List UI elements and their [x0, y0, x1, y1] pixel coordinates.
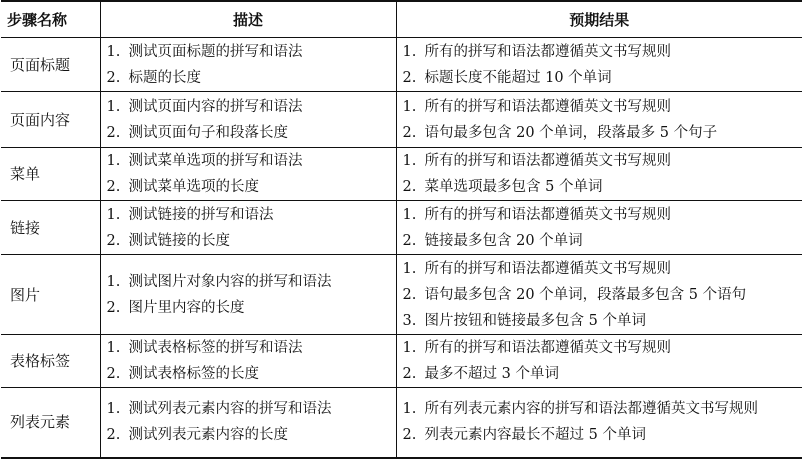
list-item [403, 148, 801, 174]
list-item [403, 120, 801, 146]
item-number: 1. [402, 260, 417, 277]
item-text: 测试链接的长度 [128, 232, 230, 249]
table-row [1, 201, 802, 255]
list-item [403, 396, 801, 422]
item-text: 测试菜单选项的长度 [128, 179, 259, 195]
item-number: 1. [402, 43, 417, 60]
item-text: 测试表格标签的长度 [128, 366, 259, 382]
item-number: 2. [106, 179, 121, 195]
item-text: 所有列表元素内容的拼写和语法都遵循英文书写规则 [424, 401, 758, 418]
item-number: 2. [402, 366, 417, 382]
list-item [107, 202, 394, 228]
item-number: 2. [402, 232, 417, 249]
step-name-cell: 页面标题 [1, 38, 100, 92]
item-text: 标题长度不能超过 10 个单词 [424, 69, 612, 86]
list-item [403, 174, 801, 200]
item-text: 所有的拼写和语法都遵循英文书写规则 [424, 340, 671, 356]
item-text: 所有的拼写和语法都遵循英文书写规则 [424, 98, 671, 115]
table-row [1, 38, 802, 92]
item-text: 测试菜单选项的拼写和语法 [128, 153, 303, 169]
item-number: 2. [402, 124, 417, 141]
item-number: 2. [106, 427, 121, 444]
item-number: 1. [402, 153, 417, 169]
table-row [1, 255, 802, 335]
item-number: 2. [402, 179, 417, 195]
item-text: 链接最多包含 20 个单词 [424, 232, 583, 249]
list-item [403, 361, 801, 387]
list-item [107, 422, 394, 448]
description-cell [100, 201, 396, 255]
item-text: 所有的拼写和语法都遵循英文书写规则 [424, 206, 671, 223]
item-text: 图片里内容的长度 [128, 299, 245, 316]
item-number: 1. [402, 206, 417, 223]
step-name-cell: 表格标签 [1, 335, 100, 388]
item-number: 2. [106, 232, 121, 249]
description-cell [100, 255, 396, 335]
item-number: 2. [402, 427, 417, 444]
header-expected-result: 预期结果 [396, 1, 802, 38]
item-text: 所有的拼写和语法都遵循英文书写规则 [424, 43, 671, 60]
table-row [1, 388, 802, 458]
list-item [107, 269, 394, 295]
list-item [107, 361, 394, 387]
list-item [107, 396, 394, 422]
header-row [1, 1, 802, 38]
expected-result-cell [396, 255, 802, 335]
item-number: 1. [106, 98, 121, 115]
item-text: 测试表格标签的拼写和语法 [128, 340, 303, 356]
item-text: 测试链接的拼写和语法 [128, 206, 274, 223]
item-number: 1. [402, 340, 417, 356]
item-number: 2. [106, 366, 121, 382]
item-number: 3. [402, 312, 417, 329]
item-text: 语句最多包含 20 个单词，段落最多包含 5 个语句 [424, 286, 747, 303]
step-name-cell: 列表元素 [1, 388, 100, 458]
step-name-cell: 页面内容 [1, 92, 100, 148]
list-item [107, 39, 394, 65]
step-name-cell: 链接 [1, 201, 100, 255]
item-number: 2. [106, 69, 121, 86]
item-text: 菜单选项最多包含 5 个单词 [424, 179, 603, 195]
item-text: 测试页面内容的拼写和语法 [128, 98, 303, 115]
list-item [107, 174, 394, 200]
step-name-cell: 图片 [1, 255, 100, 335]
item-number: 1. [106, 43, 121, 60]
list-item [403, 65, 801, 91]
header-step-name: 步骤名称 [1, 1, 100, 38]
list-item [107, 120, 394, 146]
item-text: 标题的长度 [128, 69, 201, 86]
table-row [1, 335, 802, 388]
table-row [1, 148, 802, 201]
item-text: 测试图片对象内容的拼写和语法 [128, 273, 332, 290]
description-cell [100, 388, 396, 458]
step-name-cell: 菜单 [1, 148, 100, 201]
item-text: 测试页面句子和段落长度 [128, 124, 288, 141]
list-item [403, 308, 801, 334]
list-item [403, 282, 801, 308]
list-item [403, 39, 801, 65]
expected-result-cell [396, 38, 802, 92]
expected-result-cell [396, 335, 802, 388]
list-item [107, 295, 394, 321]
expected-result-cell [396, 388, 802, 458]
expected-result-cell [396, 92, 802, 148]
item-text: 最多不超过 3 个单词 [424, 366, 559, 382]
list-item [403, 94, 801, 120]
item-number: 1. [106, 273, 121, 290]
list-item [107, 65, 394, 91]
description-cell [100, 92, 396, 148]
item-number: 1. [402, 401, 417, 418]
item-text: 图片按钮和链接最多包含 5 个单词 [424, 312, 646, 329]
list-item [107, 94, 394, 120]
item-number: 2. [106, 124, 121, 141]
item-number: 1. [106, 340, 121, 356]
description-cell [100, 38, 396, 92]
item-text: 语句最多包含 20 个单词，段落最多 5 个句子 [424, 124, 718, 141]
item-text: 测试列表元素内容的长度 [128, 427, 288, 444]
item-text: 测试列表元素内容的拼写和语法 [128, 401, 332, 418]
item-number: 1. [106, 206, 121, 223]
item-number: 1. [402, 98, 417, 115]
item-number: 1. [106, 153, 121, 169]
expected-result-cell [396, 201, 802, 255]
list-item [403, 228, 801, 254]
item-number: 2. [106, 299, 121, 316]
list-item [403, 202, 801, 228]
header-description: 描述 [100, 1, 396, 38]
list-item [403, 422, 801, 448]
expected-result-cell [396, 148, 802, 201]
description-cell [100, 148, 396, 201]
item-text: 所有的拼写和语法都遵循英文书写规则 [424, 153, 671, 169]
table-row [1, 92, 802, 148]
list-item [107, 335, 394, 361]
item-text: 列表元素内容最长不超过 5 个单词 [424, 427, 646, 444]
list-item [107, 148, 394, 174]
description-cell [100, 335, 396, 388]
item-number: 2. [402, 69, 417, 86]
list-item [403, 335, 801, 361]
item-text: 所有的拼写和语法都遵循英文书写规则 [424, 260, 671, 277]
item-text: 测试页面标题的拼写和语法 [128, 43, 303, 60]
list-item [107, 228, 394, 254]
list-item [403, 256, 801, 282]
test-steps-table [1, 0, 802, 459]
item-number: 2. [402, 286, 417, 303]
item-number: 1. [106, 401, 121, 418]
